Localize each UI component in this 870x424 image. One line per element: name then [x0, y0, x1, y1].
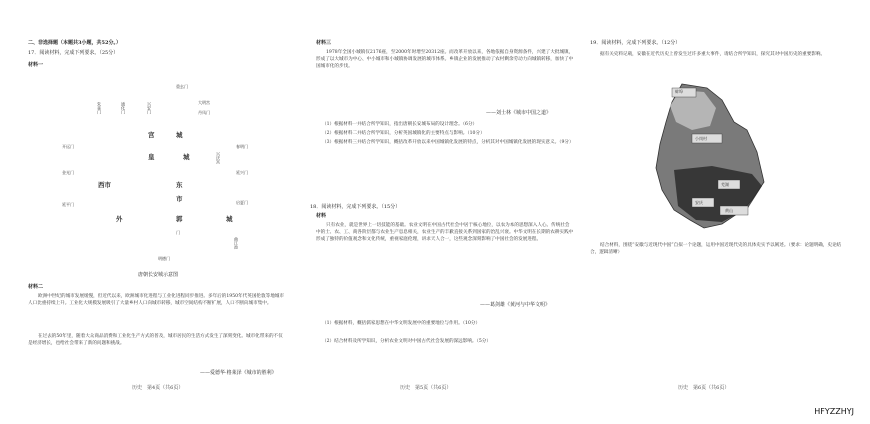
- map-label: 蚌埠: [675, 89, 683, 94]
- map-label: 大明宫: [198, 100, 210, 105]
- map-label: 宫: [148, 131, 155, 139]
- material-2-label: 材料二: [28, 284, 44, 290]
- map-label: 明德门: [158, 256, 170, 261]
- map-label: 小岗村: [695, 136, 707, 141]
- material-3-label: 材料三: [316, 40, 332, 46]
- map-label: 朱雀门: [97, 102, 102, 114]
- map-label: 丹凤门: [198, 110, 210, 115]
- map-label: 皇: [148, 153, 155, 161]
- page-6: [590, 0, 850, 424]
- material-2-paragraph: 在过去的50年里，随着大众商品消费和工业化生产方式的普及，城市居民的生活方式发生了深刻变化。城市化带来的不仅是经济增长，也给社会带来了新的问题和挑战。: [28, 334, 283, 347]
- map-label: 延兴门: [236, 170, 248, 175]
- map-label: 城: [183, 153, 190, 161]
- question-18-2: （2）结合材料及所学知识，分析农业文明对中国古代社会发展的深远影响。（5分）: [322, 339, 491, 344]
- material-2-paragraph: 欧洲中世纪的城市发展缓慢，但近代以来，欧洲城市化进程与工业化进程同步推进。多年后的1950年代英国伦敦等地城市人口比重持续上升。工业化大规模发展吸引了大量乡村人口向城市转移，城市空间结构不断扩展，人口不断向城市集中。: [28, 294, 284, 307]
- material-18-paragraph: 只有农业，就是世界上一切技能的基础。农业文明在中国古代社会中居于核心地位，以农为本的思想深入人心。传统社会中的士、农、工、商各阶层都与农业生产息息相关，农业生产的丰歉直接关系到国家的治乱兴衰。中华文明在长期的农耕实践中形成了独特的价值观念和文化传统，重视家庭伦理，讲求天人合一，这些观念深刻影响了中国社会的发展进程。: [316, 223, 574, 243]
- question-2: （2）根据材料二并结合所学知识，分析英国城镇化的主要特点与影响。（10分）: [322, 131, 485, 136]
- map-label: 启夏门: [236, 200, 248, 205]
- map-label: 郭: [176, 215, 183, 223]
- q18-heading: 18．阅读材料，完成下列要求。（15分）: [310, 204, 401, 210]
- map-label: 西市: [98, 181, 111, 189]
- section-heading: 二、非选择题（本题共3小题，共52分。）: [28, 40, 121, 46]
- page-footer: 历史 第4页（共6页）: [132, 385, 184, 391]
- source-quote: ——刘士林《城市中国之道》: [486, 110, 552, 116]
- map-label: 城: [226, 215, 233, 223]
- map-label: 门: [176, 230, 180, 235]
- map-label: 兴安门: [147, 102, 152, 114]
- changan-map: [58, 72, 258, 272]
- map-caption: 唐朝长安城示意图: [138, 272, 179, 278]
- map-label: 金光门: [62, 170, 74, 175]
- map-label: 安庆: [695, 200, 703, 205]
- page-footer: 历史 第5页（共6页）: [400, 385, 452, 391]
- map-label: 黄山: [725, 208, 733, 213]
- map-label: 延平门: [62, 202, 74, 207]
- map-label: 市: [176, 195, 183, 203]
- map-label: 外: [116, 215, 123, 223]
- source-quote: ——葛剑雄《黄河与中华文明》: [480, 302, 551, 308]
- q17-heading: 17．阅读材料，完成下列要求。（25分）: [28, 50, 119, 56]
- map-label: 东: [176, 181, 183, 189]
- page-footer: 历史 第6页（共6页）: [678, 385, 730, 391]
- paper-code: HFYZZHYJ: [814, 407, 854, 416]
- q19-heading: 19．阅读材料，完成下列要求。（12分）: [590, 40, 681, 46]
- q19-task: 结合材料，围绕“安徽与近现代中国”自拟一个论题，运用中国近现代史的具体史实予以阐述。（要求：论题明确，史论结合，逻辑清晰）: [590, 243, 842, 256]
- question-1: （1）根据材料一并结合所学知识，指出唐朝长安城布局的设计理念。（6分）: [322, 122, 478, 127]
- question-18-1: （1）根据材料，概括儒家思想在中华文明发展中的重要地位与作用。（10分）: [322, 321, 481, 326]
- map-label: 重玄门: [176, 84, 188, 89]
- anhui-map: [652, 82, 772, 232]
- map-label: 城: [176, 131, 183, 139]
- map-label: 春明门: [236, 144, 248, 149]
- material-3-paragraph: 1978年全国小城镇仅2176座，至2000年时增至20312座。而改革开放以来，各地依据自身资源条件，兴建了大批城镇，形成了以大城市为中心、中小城市和小城镇协调发展的城市体系。乡镇企业的发展推动了农村剩余劳动力向城镇转移，加快了中国城市化的步伐。: [316, 50, 574, 70]
- source-quote: ——爱德华·格莱泽《城市的胜利》: [200, 370, 277, 376]
- q19-intro: 据有关史料记载，安徽在近代历史上曾发生过许多重大事件，请结合所学知识，探究其对中国历史的重要影响。: [600, 52, 826, 57]
- page-5: [310, 0, 575, 424]
- map-label: 通化门: [121, 102, 126, 114]
- map-label: 兴庆宫: [216, 152, 221, 164]
- material-label: 材料: [316, 213, 327, 219]
- map-label: 曲江池: [234, 237, 239, 249]
- map-label: 开远门: [62, 144, 74, 149]
- map-label: 芜湖: [721, 182, 729, 187]
- question-3: （3）根据材料三并结合所学知识，概括改革开放以来中国城镇化发展的特点，分析其对中国城镇化发展的现实意义。（9分）: [322, 140, 574, 145]
- page-4: [28, 0, 286, 424]
- material-1-label: 材料一: [28, 62, 44, 68]
